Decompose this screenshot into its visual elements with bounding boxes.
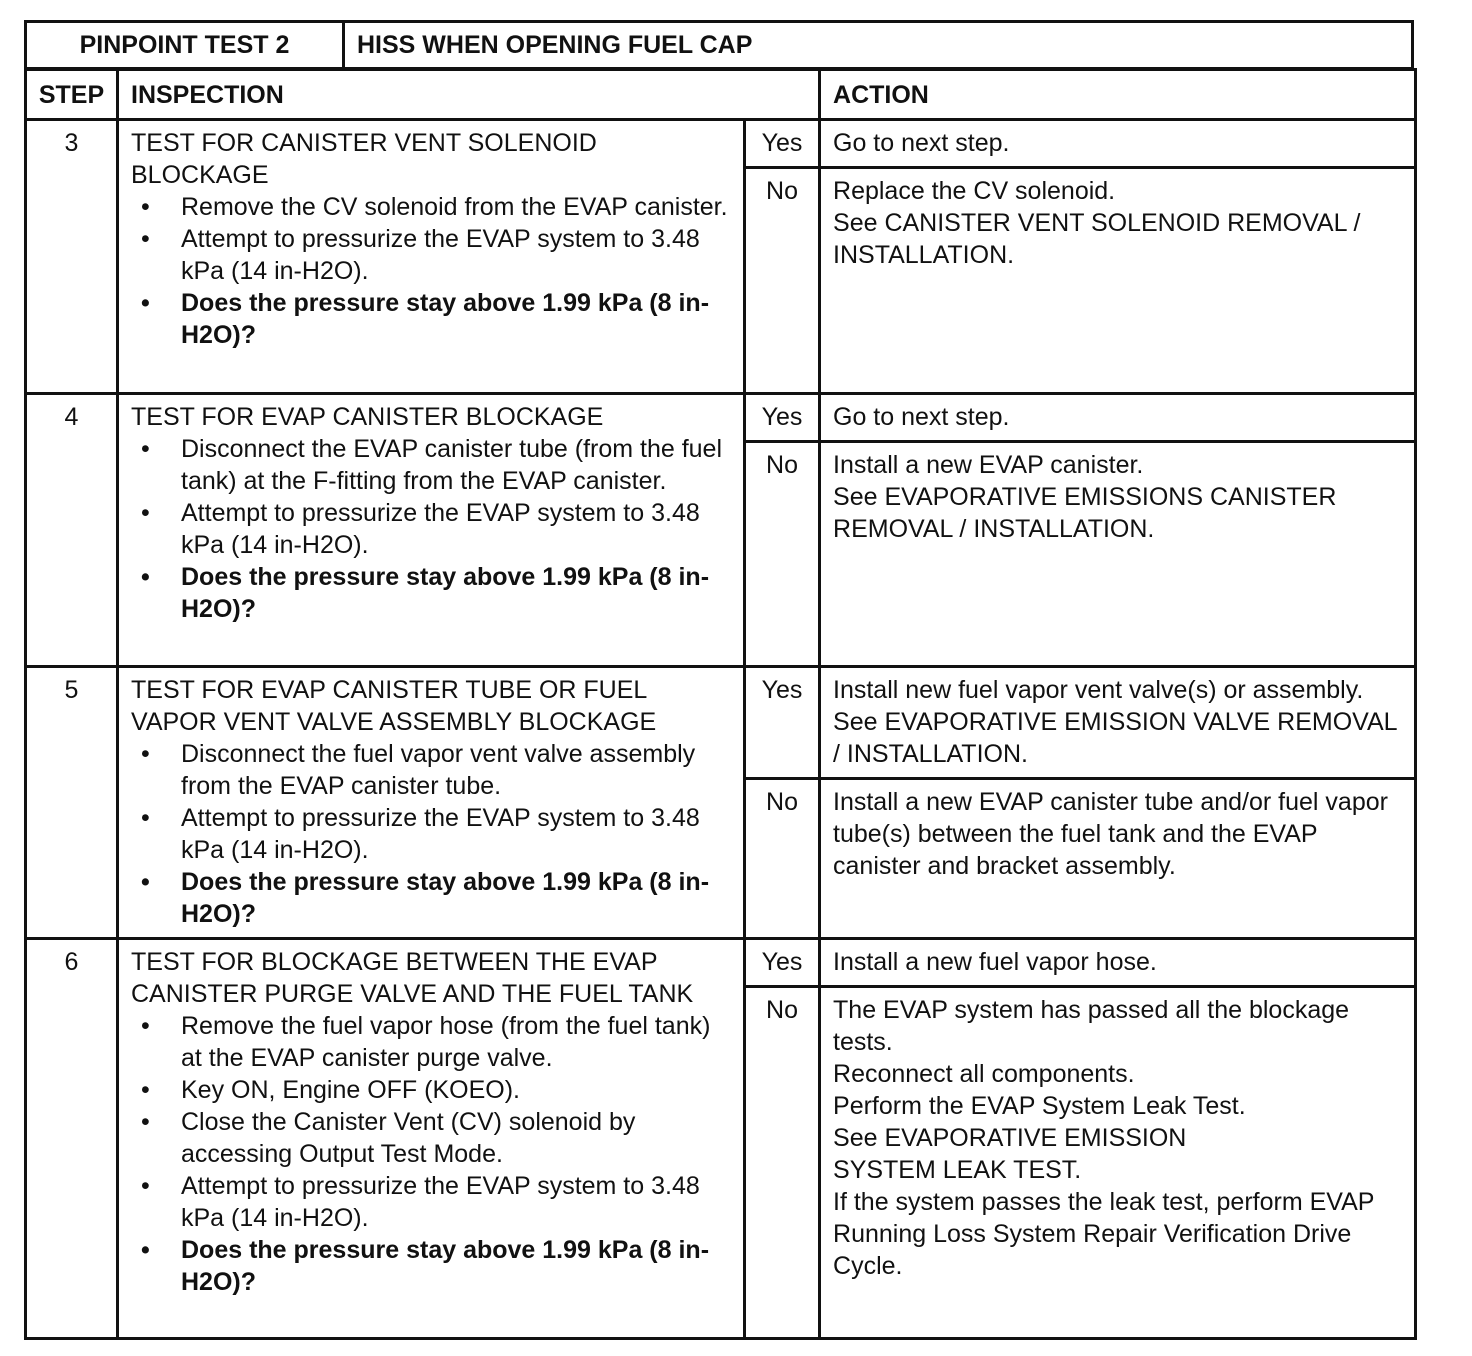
bullet-icon: • — [141, 499, 150, 527]
action-line: If the system passes the leak test, perform EVAP Running Loss System Repair Verification Drive Cycle. — [833, 1188, 1374, 1280]
no-label: No — [745, 987, 820, 1339]
inspection-list — [131, 433, 737, 625]
bullet-icon: • — [141, 563, 150, 591]
col-step-header: STEP — [26, 70, 118, 120]
yes-action — [820, 667, 1416, 779]
bullet-icon: • — [141, 804, 150, 832]
inspection-bullet — [131, 1010, 737, 1074]
inspection-bullet — [131, 802, 737, 866]
inspection-bullet — [131, 738, 737, 802]
bullet-icon: • — [141, 740, 150, 768]
yes-label: Yes — [745, 667, 820, 779]
inspection-bullet-text: Remove the fuel vapor hose (from the fuel tank) at the EVAP canister purge valve. — [181, 1012, 711, 1072]
col-inspection-header: INSPECTION — [118, 70, 820, 120]
action-line: Install a new EVAP canister. — [833, 451, 1144, 479]
action-line: Go to next step. — [833, 129, 1010, 157]
action-line: See EVAPORATIVE EMISSION — [833, 1124, 1187, 1152]
step-number: 6 — [26, 939, 118, 1339]
action-line: Perform the EVAP System Leak Test. — [833, 1092, 1246, 1120]
step-number: 4 — [26, 394, 118, 667]
bullet-icon: • — [141, 868, 150, 896]
no-action — [820, 168, 1416, 394]
action-line: Install a new fuel vapor hose. — [833, 948, 1157, 976]
inspection-list — [131, 191, 737, 351]
pinpoint-test-sheet — [24, 20, 1414, 1336]
inspection-bullet-text: Remove the CV solenoid from the EVAP canister. — [181, 193, 728, 221]
action-line: The EVAP system has passed all the blockage tests. — [833, 996, 1350, 1056]
action-line: SYSTEM LEAK TEST. — [833, 1156, 1082, 1184]
yes-action — [820, 120, 1416, 168]
bullet-icon: • — [141, 1236, 150, 1264]
inspection-bullet — [131, 223, 737, 287]
step-row-yes — [26, 667, 1416, 779]
no-label: No — [745, 442, 820, 667]
inspection-bullet-text: Close the Canister Vent (CV) solenoid by accessing Output Test Mode. — [181, 1108, 636, 1168]
step-number: 5 — [26, 667, 118, 939]
inspection-title: TEST FOR BLOCKAGE BETWEEN THE EVAP CANISTER PURGE VALVE AND THE FUEL TANK — [131, 948, 694, 1008]
action-line: Reconnect all components. — [833, 1060, 1135, 1088]
inspection-title: TEST FOR CANISTER VENT SOLENOID BLOCKAGE — [131, 129, 597, 189]
inspection-list — [131, 738, 737, 930]
yes-action — [820, 939, 1416, 987]
inspection-question — [131, 1234, 737, 1298]
no-action — [820, 987, 1416, 1339]
step-number: 3 — [26, 120, 118, 394]
yes-label: Yes — [745, 939, 820, 987]
bullet-icon: • — [141, 193, 150, 221]
inspection-question-text: Does the pressure stay above 1.99 kPa (8 in-H2O)? — [181, 289, 710, 349]
no-label: No — [745, 168, 820, 394]
action-line: Install a new EVAP canister tube and/or fuel vapor tube(s) between the fuel tank and the EVAP canister and bracket assembly. — [833, 788, 1388, 880]
steps-body — [26, 120, 1416, 1339]
pinpoint-table — [24, 68, 1417, 1340]
action-line: See EVAPORATIVE EMISSION VALVE REMOVAL / INSTALLATION. — [833, 708, 1397, 768]
inspection-list — [131, 1010, 737, 1298]
action-line: See CANISTER VENT SOLENOID REMOVAL / INSTALLATION. — [833, 209, 1361, 269]
no-action — [820, 442, 1416, 667]
action-line: Go to next step. — [833, 403, 1010, 431]
inspection-title: TEST FOR EVAP CANISTER BLOCKAGE — [131, 403, 604, 431]
column-header-row — [26, 70, 1416, 120]
inspection-bullet-text: Attempt to pressurize the EVAP system to 3.48 kPa (14 in-H2O). — [181, 1172, 700, 1232]
inspection-bullet-text: Attempt to pressurize the EVAP system to 3.48 kPa (14 in-H2O). — [181, 804, 700, 864]
inspection-question — [131, 866, 737, 930]
inspection-question-text: Does the pressure stay above 1.99 kPa (8 in-H2O)? — [181, 1236, 710, 1296]
no-action — [820, 779, 1416, 939]
inspection-question-text: Does the pressure stay above 1.99 kPa (8 in-H2O)? — [181, 868, 710, 928]
step-row-yes — [26, 394, 1416, 442]
no-label: No — [745, 779, 820, 939]
inspection-bullet — [131, 191, 737, 223]
action-line: Install new fuel vapor vent valve(s) or assembly. — [833, 676, 1364, 704]
col-action-header: ACTION — [820, 70, 1416, 120]
inspection-bullet — [131, 1106, 737, 1170]
inspection-bullet — [131, 433, 737, 497]
inspection-bullet — [131, 497, 737, 561]
action-line: See EVAPORATIVE EMISSIONS CANISTER REMOVAL / INSTALLATION. — [833, 483, 1337, 543]
bullet-icon: • — [141, 1076, 150, 1104]
inspection-question — [131, 287, 737, 351]
step-row-yes — [26, 120, 1416, 168]
inspection-bullet-text: Disconnect the fuel vapor vent valve assembly from the EVAP canister tube. — [181, 740, 696, 800]
step-inspection — [118, 939, 745, 1339]
inspection-question-text: Does the pressure stay above 1.99 kPa (8 in-H2O)? — [181, 563, 710, 623]
step-inspection — [118, 667, 745, 939]
yes-label: Yes — [745, 394, 820, 442]
bullet-icon: • — [141, 225, 150, 253]
step-inspection — [118, 120, 745, 394]
step-inspection — [118, 394, 745, 667]
inspection-bullet — [131, 1074, 737, 1106]
test-header — [24, 20, 1414, 70]
inspection-bullet — [131, 1170, 737, 1234]
action-line: Replace the CV solenoid. — [833, 177, 1116, 205]
inspection-question — [131, 561, 737, 625]
test-title: HISS WHEN OPENING FUEL CAP — [357, 30, 753, 59]
bullet-icon: • — [141, 435, 150, 463]
yes-label: Yes — [745, 120, 820, 168]
inspection-bullet-text: Key ON, Engine OFF (KOEO). — [181, 1076, 520, 1104]
bullet-icon: • — [141, 1108, 150, 1136]
yes-action — [820, 394, 1416, 442]
test-id: PINPOINT TEST 2 — [27, 23, 345, 67]
inspection-title: TEST FOR EVAP CANISTER TUBE OR FUEL VAPOR VENT VALVE ASSEMBLY BLOCKAGE — [131, 676, 657, 736]
step-row-yes — [26, 939, 1416, 987]
inspection-bullet-text: Attempt to pressurize the EVAP system to 3.48 kPa (14 in-H2O). — [181, 499, 700, 559]
inspection-bullet-text: Disconnect the EVAP canister tube (from the fuel tank) at the F-fitting from the EVAP canister. — [181, 435, 723, 495]
inspection-bullet-text: Attempt to pressurize the EVAP system to 3.48 kPa (14 in-H2O). — [181, 225, 700, 285]
bullet-icon: • — [141, 1012, 150, 1040]
bullet-icon: • — [141, 1172, 150, 1200]
bullet-icon: • — [141, 289, 150, 317]
